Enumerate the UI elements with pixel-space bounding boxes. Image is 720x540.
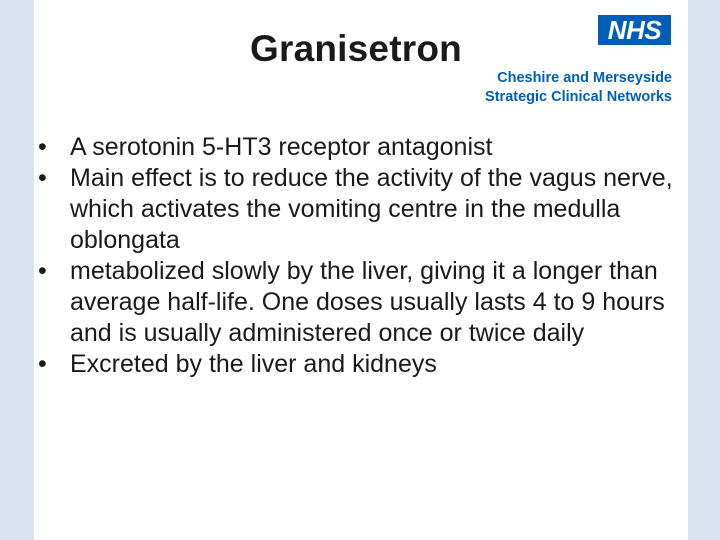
org-name-line-1: Cheshire and Merseyside — [497, 70, 672, 86]
bullet-item — [38, 349, 678, 380]
bullet-text: Main effect is to reduce the activity of the vagus nerve, which activates the vomiting centre in the medulla oblongata — [70, 164, 673, 254]
bullet-text: metabolized slowly by the liver, giving it a longer than average half-life. One doses usually lasts 4 to 9 hours and is usually administered once or twice daily — [70, 257, 665, 347]
bullet-point-icon: • — [38, 350, 47, 378]
bullet-text: A serotonin 5-HT3 receptor antagonist — [70, 133, 493, 161]
bullet-list — [38, 132, 678, 380]
left-decorative-band — [0, 0, 34, 540]
bullet-item — [38, 132, 678, 163]
bullet-point-icon: • — [38, 133, 47, 161]
bullet-item — [38, 163, 678, 256]
right-decorative-band — [688, 0, 720, 540]
bullet-item — [38, 256, 678, 349]
org-name-line-2: Strategic Clinical Networks — [485, 89, 672, 105]
bullet-text: Excreted by the liver and kidneys — [70, 350, 437, 378]
bullet-point-icon: • — [38, 257, 47, 285]
nhs-logo-text: NHS — [607, 15, 662, 45]
slide-title: Granisetron — [250, 28, 462, 69]
bullet-point-icon: • — [38, 164, 47, 192]
nhs-logo — [598, 15, 671, 45]
